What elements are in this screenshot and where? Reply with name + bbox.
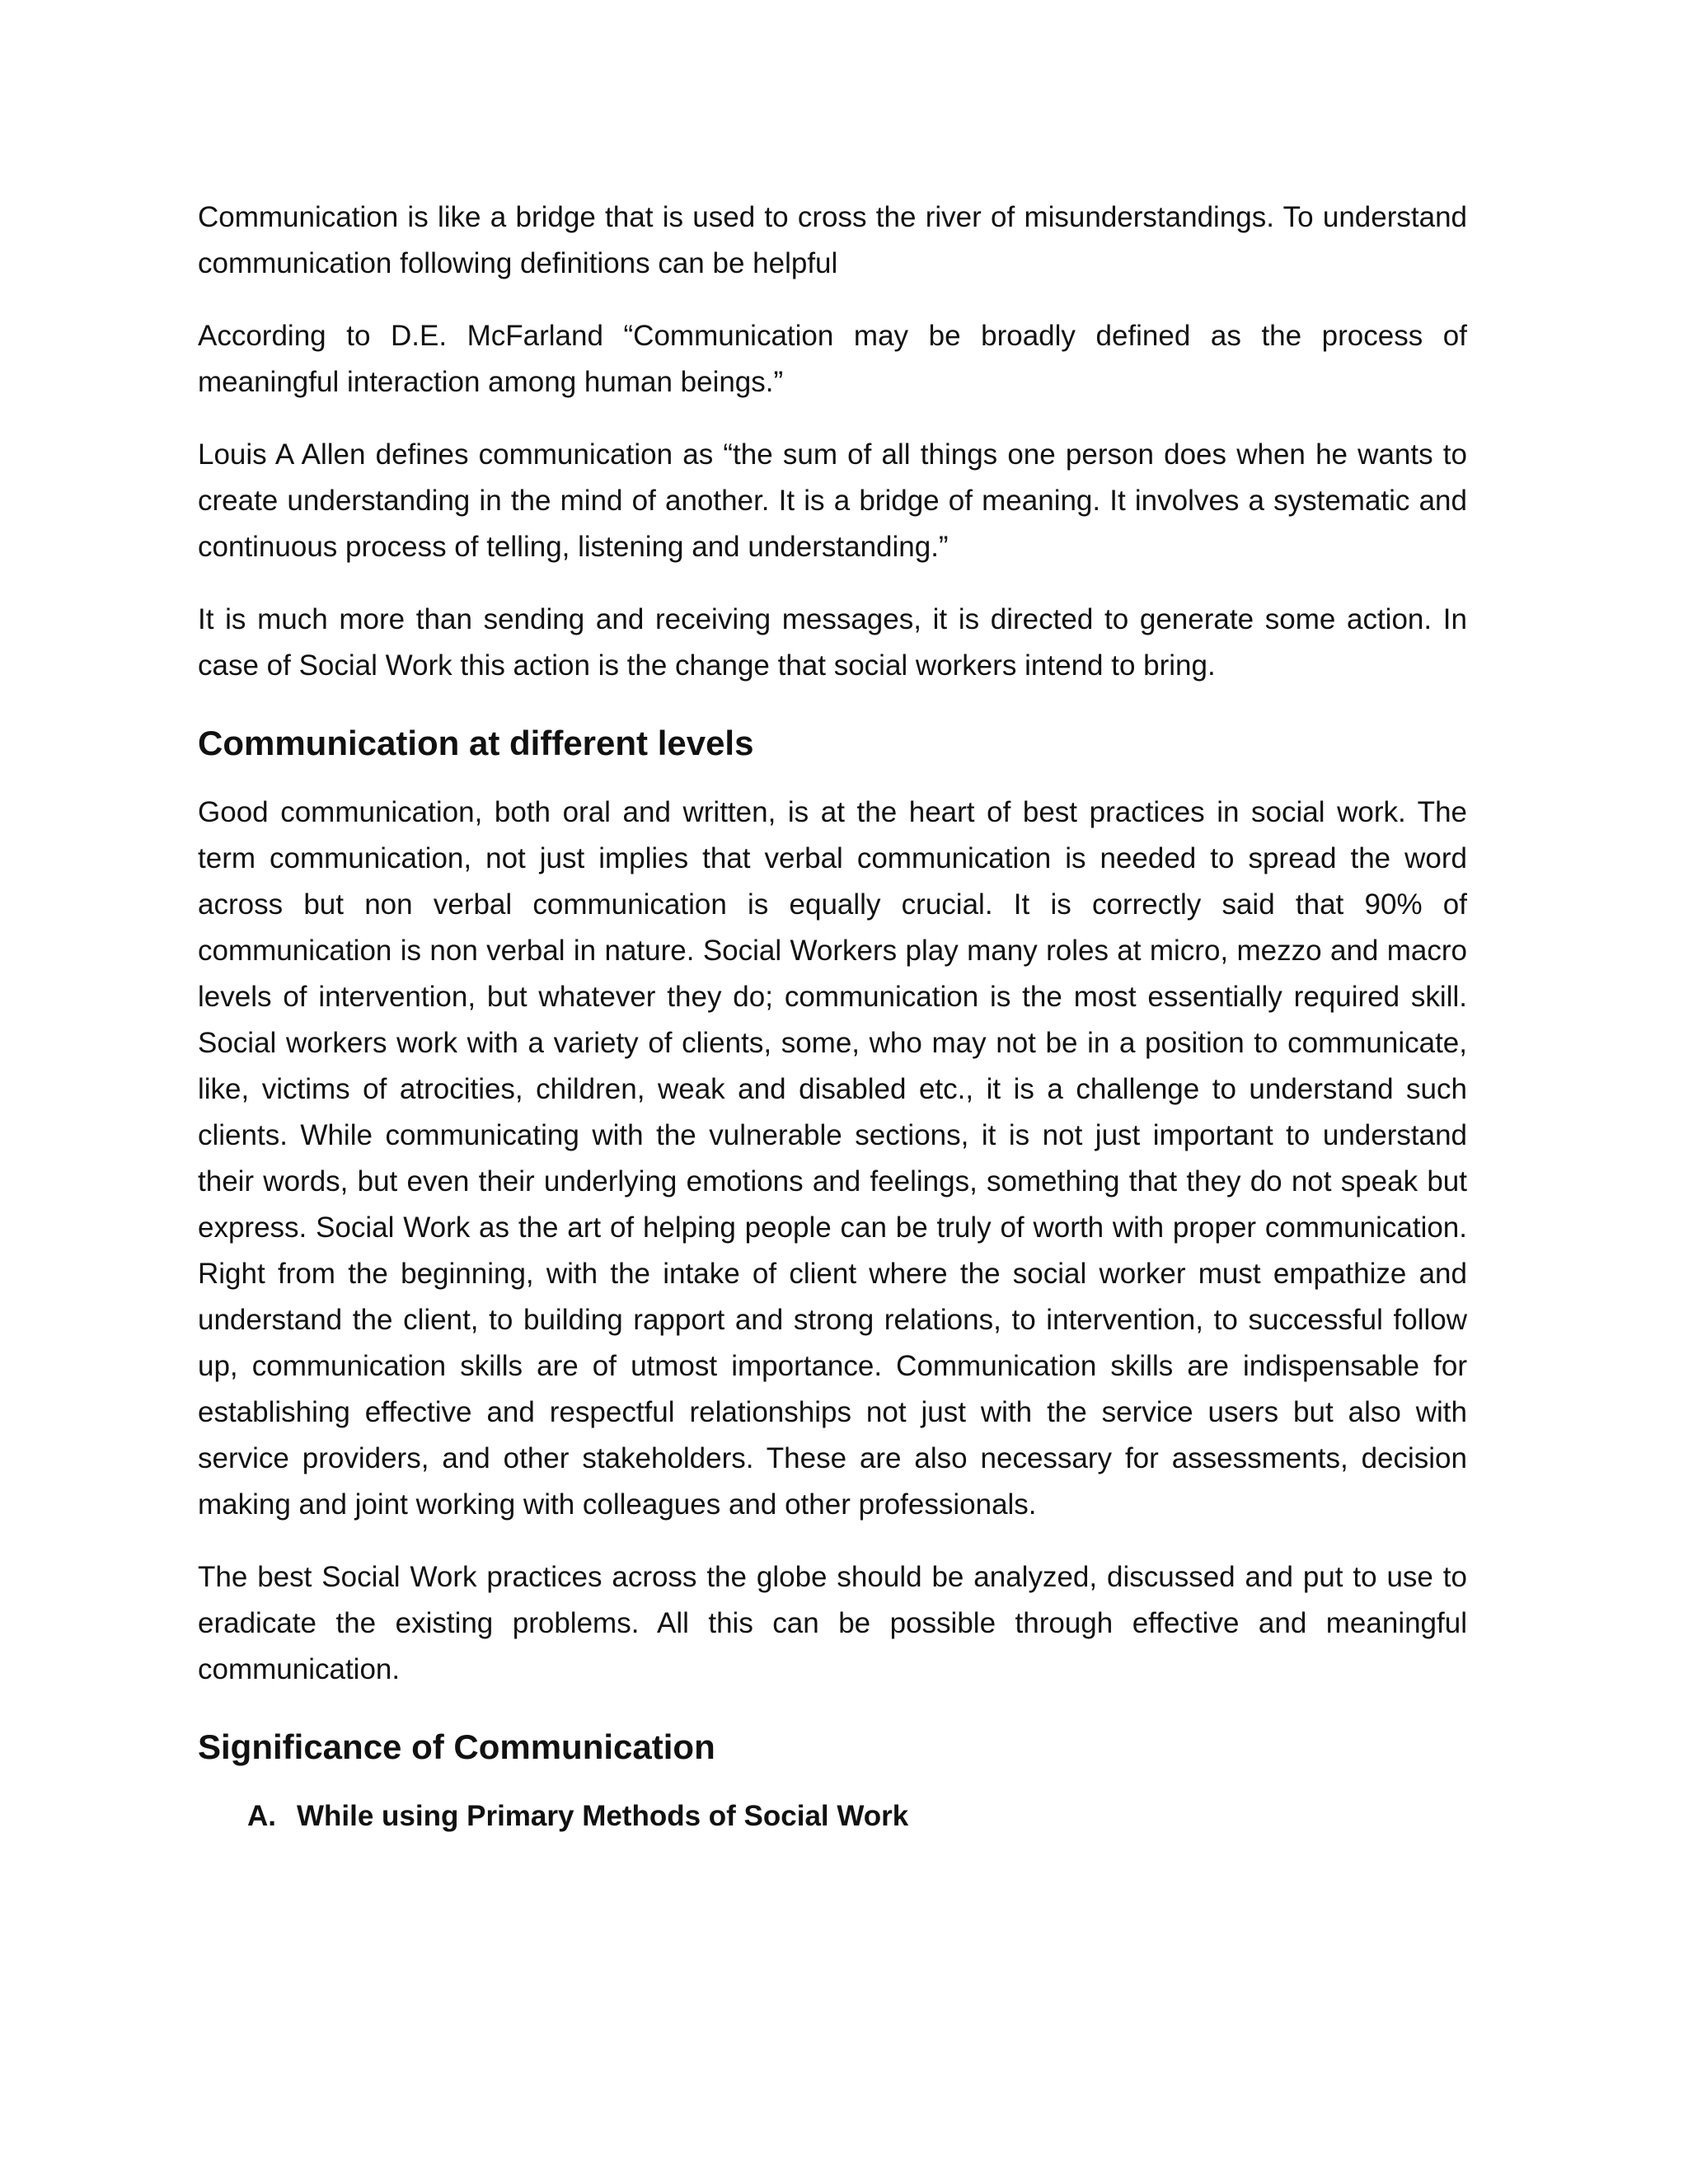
list-marker: A. — [247, 1800, 276, 1832]
subheading-primary-methods — [198, 1793, 1467, 1840]
intro-paragraph-1: Communication is like a bridge that is used to cross the river of misunderstandings. To understand communication following definitions can be helpful — [198, 201, 1467, 279]
intro-paragraph-2: According to D.E. McFarland “Communication may be broadly defined as the process of meaningful interaction among human beings.” — [198, 320, 1467, 398]
subheading-text: While using Primary Methods of Social Work — [297, 1800, 909, 1832]
document-body — [198, 194, 1467, 1840]
intro-paragraph-3: Louis A Allen defines communication as “the sum of all things one person does when he wants to create understanding in the mind of another. It is a bridge of meaning. It involves a systematic and continuous process of telling, listening and understanding.” — [198, 438, 1467, 563]
levels-paragraph-2: The best Social Work practices across the globe should be analyzed, discussed and put to use to eradicate the existing problems. All this can be possible through effective and meaningful communication. — [198, 1561, 1467, 1685]
section-heading-significance: Significance of Communication — [198, 1727, 715, 1766]
intro-paragraph-4: It is much more than sending and receiving messages, it is directed to generate some action. In case of Social Work this action is the change that social workers intend to bring. — [198, 603, 1467, 682]
levels-paragraph-1: Good communication, both oral and written, is at the heart of best practices in social work. The term communication, not just implies that verbal communication is needed to spread the word across but non verbal communication is equally crucial. It is correctly said that 90% of communication is non verbal in nature. Social Workers play many roles at micro, mezzo and macro levels of intervention, but whatever they do; communication is the most essentially required skill. Social workers work with a variety of clients, some, who may not be in a position to communicate, like, victims of atrocities, children, weak and disabled etc., it is a challenge to understand such clients. While communicating with the vulnerable sections, it is not just important to understand their words, but even their underlying emotions and feelings, something that they do not speak but express. Social Work as the art of helping people can be truly of worth with proper communication. Right from the beginning, with the intake of client where the social worker must empathize and understand the client, to building rapport and strong relations, to intervention, to successful follow up, communication skills are of utmost importance. Communication skills are indispensable for establishing effective and respectful relationships not just with the service users but also with service providers, and other stakeholders. These are also necessary for assessments, decision making and joint working with colleagues and other professionals. — [198, 796, 1467, 1521]
section-heading-levels: Communication at different levels — [198, 724, 754, 762]
